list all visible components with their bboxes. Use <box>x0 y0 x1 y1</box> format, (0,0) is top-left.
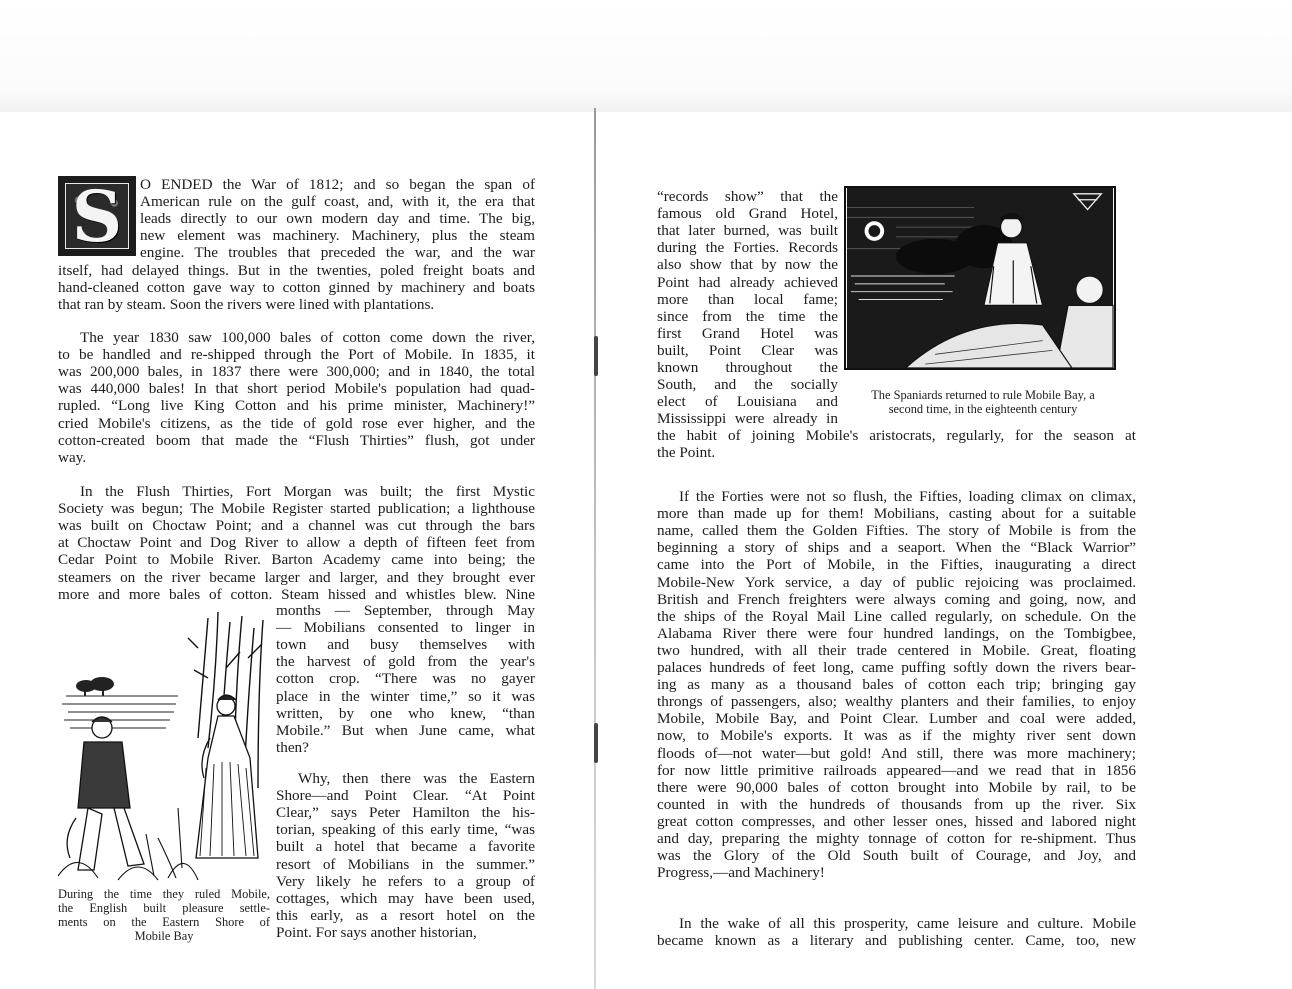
text-line: months — September, through May <box>276 602 535 619</box>
caption-line: second time, in the eighteenth century <box>888 402 1078 416</box>
ornamental-dropcap <box>58 176 136 256</box>
text-line: came into the Port of Mobile, in the Fifties, inaugurating a direct <box>657 556 1136 574</box>
text-line: O ENDED the War of 1812; and so began the span of <box>140 176 535 193</box>
text-line: now, to Mobile's exports. It was as if the mighty river sent down <box>657 727 1136 745</box>
text-line: Shore—and Point Clear. “At Point <box>276 787 535 805</box>
text-line: — Mobilians consented to linger in <box>276 619 535 637</box>
text-line: first Grand Hotel was <box>657 324 838 342</box>
text-line: elect of Louisiana and <box>657 393 838 411</box>
text-line: then? <box>276 738 309 756</box>
text-line: Why, then there was the Eastern <box>298 770 535 787</box>
text-line: to be handled and re-shipped through the Port of Mobile. In 1835, it <box>58 346 535 364</box>
text-line: known throughout the <box>657 359 838 376</box>
text-line: cotton-created boom that made the “Flush Thirties” flush, got under <box>58 431 535 449</box>
text-line: town and busy themselves with <box>276 636 535 654</box>
text-line: also show that by now the <box>657 256 838 274</box>
text-line: ing as many as a thousand bales of cotton each trip; bringing gay <box>657 676 1136 694</box>
caption-line: the English built pleasure settle- <box>58 901 270 915</box>
text-line: that later burned, was built <box>657 222 838 240</box>
dropcap-letter: S <box>71 174 123 258</box>
page-top-edge <box>0 0 1292 112</box>
caption-line: Mobile Bay <box>134 929 194 943</box>
text-line: American rule on the gulf coast, and, with it, the era that <box>140 193 535 211</box>
caption-line: During the time they ruled Mobile, <box>58 887 270 901</box>
text-line: was the Glory of the Old South built of Courage, and Joy, and <box>657 847 1136 865</box>
text-line: steamers on the river became larger and larger, and they brought ever <box>58 568 535 586</box>
text-line: famous old Grand Hotel, <box>657 205 838 223</box>
text-line: Mobile, Mobile Bay, and Point Clear. Lumber and coal were added, <box>657 710 1136 728</box>
text-line: “records show” that the <box>657 188 838 205</box>
text-line: Very likely he refers to a group of <box>276 872 535 890</box>
text-line: cottages, which may have been used, <box>276 889 535 907</box>
text-line: more than local fame; <box>657 290 838 308</box>
caption-line: ments on the Eastern Shore of <box>58 915 270 929</box>
text-line: that ran by steam. Soon the rivers were lined with plantations. <box>58 295 435 313</box>
illustration-english-settlers <box>58 608 270 886</box>
text-line: The year 1830 saw 100,000 bales of cotton come down the river, <box>80 329 535 346</box>
text-line: this early, as a resort hotel on the <box>276 906 535 924</box>
text-line: If the Forties were not so flush, the Fifties, loading climax on climax, <box>679 488 1136 505</box>
text-line: leads directly to our own modern day and time. The big, <box>140 210 535 228</box>
text-line: cotton crop. “There was no gayer <box>276 670 535 688</box>
text-line: floods of—not water—but gold! And still, there was more machinery; <box>657 744 1136 762</box>
text-line: written, by one who knew, “than <box>276 704 535 722</box>
text-line: Mississippi were already in <box>657 410 838 428</box>
text-line: since from the time the <box>657 307 838 325</box>
text-line: more and more bales of cotton. Steam hissed and whistles blew. Nine <box>58 585 535 603</box>
text-line: the ships of the Royal Mail Line called regularly, on schedule. On the <box>657 607 1136 625</box>
text-line: two hundred, with all their trade centered in Mobile. Great, floating <box>657 641 1136 659</box>
text-line: In the Flush Thirties, Fort Morgan was built; the first Mystic <box>80 483 535 500</box>
text-line: Cedar Point to Mobile River. Barton Academy came into being; the <box>58 551 535 569</box>
text-line: resort of Mobilians in the summer.” <box>276 855 535 873</box>
text-line: more than made up for them! Mobilians, casting about for a suitable <box>657 505 1136 523</box>
text-line: new element was machinery. Machinery, plus the steam <box>140 227 535 245</box>
text-line: was 200,000 bales, in 1837 there were 300,000; and in 1840, the total <box>58 363 535 381</box>
text-line: hand-cleaned cotton gave way to cotton ginned by machinery and boats <box>58 278 535 296</box>
text-line: counted in with the hundreds of thousands from up the river. Six <box>657 795 1136 813</box>
text-line: built, Point Clear was <box>657 341 838 359</box>
text-line: palaces hundreds of feet long, came puffing softly down the rivers bear- <box>657 659 1136 676</box>
text-line: for now little primitive railroads appeared—and we read that in 1856 <box>657 761 1136 779</box>
text-line: In the wake of all this prosperity, came leisure and culture. Mobile <box>679 915 1136 932</box>
text-line: during the Forties. Records <box>657 239 838 257</box>
text-line: way. <box>58 448 87 466</box>
text-line: beginning a story of ships and a seaport. When the “Black Warrior” <box>657 539 1136 557</box>
text-line: Point. For says another historian, <box>276 923 477 941</box>
text-line: was 440,000 bales! In that short period Mobile's population had quad- <box>58 380 535 398</box>
text-line: great cotton compresses, and other lesser ones, hissed and labored night <box>657 812 1136 830</box>
text-line: became known as a literary and publishing center. Came, too, new <box>657 932 1136 950</box>
text-line: Point had already achieved <box>657 273 838 291</box>
staple-bottom <box>594 723 598 763</box>
text-line: torian, speaking of this early time, “was <box>276 821 535 839</box>
text-line: Alabama River there were four hundred landings, on the Tombigbee, <box>657 624 1136 642</box>
text-line: throngs of passengers, also; wealthy planters and their families, to enjoy <box>657 693 1136 711</box>
staple-top <box>594 336 598 376</box>
illustration-spaniards <box>844 186 1116 370</box>
english-settlers-drawing <box>58 608 270 886</box>
text-line: Mobile-New York service, a day of public rejoicing was proclaimed. <box>657 573 1136 591</box>
caption-line: The Spaniards returned to rule Mobile Bay, a <box>871 388 1095 402</box>
text-line: the habit of joining Mobile's aristocrats, regularly, for the season at <box>657 427 1136 444</box>
text-line: the harvest of gold from the year's <box>276 653 535 671</box>
text-line: there were 90,000 bales of cotton brought into Mobile by rail, to be <box>657 778 1136 796</box>
text-line: engine. The troubles that preceded the war, and the war <box>140 244 535 262</box>
text-line: Clear,” says Peter Hamilton the his- <box>276 804 535 822</box>
book-spine-fold <box>594 108 596 989</box>
text-line: South, and the socially <box>657 376 838 394</box>
text-line: cried Mobile's citizens, as the tide of gold rose ever higher, and the <box>58 414 535 432</box>
text-line: itself, had delayed things. But in the twenties, poled freight boats and <box>58 261 535 279</box>
text-line: Progress,—and Machinery! <box>657 864 825 882</box>
text-line: British and French freighters were always coming and going, now, and <box>657 590 1136 608</box>
text-line: and day, preparing the mighty tonnage of cotton for re-shipment. Thus <box>657 830 1136 847</box>
text-line: was built on Choctaw Point; and a channel was cut through the bars <box>58 517 535 535</box>
text-line: Society was begun; The Mobile Register started publication; a lighthouse <box>58 500 535 518</box>
text-line: the Point. <box>657 444 716 462</box>
text-line: name, called them the Golden Fifties. The story of Mobile is from the <box>657 522 1136 540</box>
text-line: Mobile.” But when June came, what <box>276 721 535 739</box>
text-line: place in the winter time,” so it was <box>276 687 535 705</box>
text-line: built a hotel that became a favorite <box>276 838 535 856</box>
text-line: rupled. “Long live King Cotton and his prime minister, Machinery!” <box>58 397 535 415</box>
spaniards-drawing <box>846 188 1114 368</box>
text-line: at Choctaw Point and Dog River to allow a depth of fifteen feet from <box>58 534 535 552</box>
